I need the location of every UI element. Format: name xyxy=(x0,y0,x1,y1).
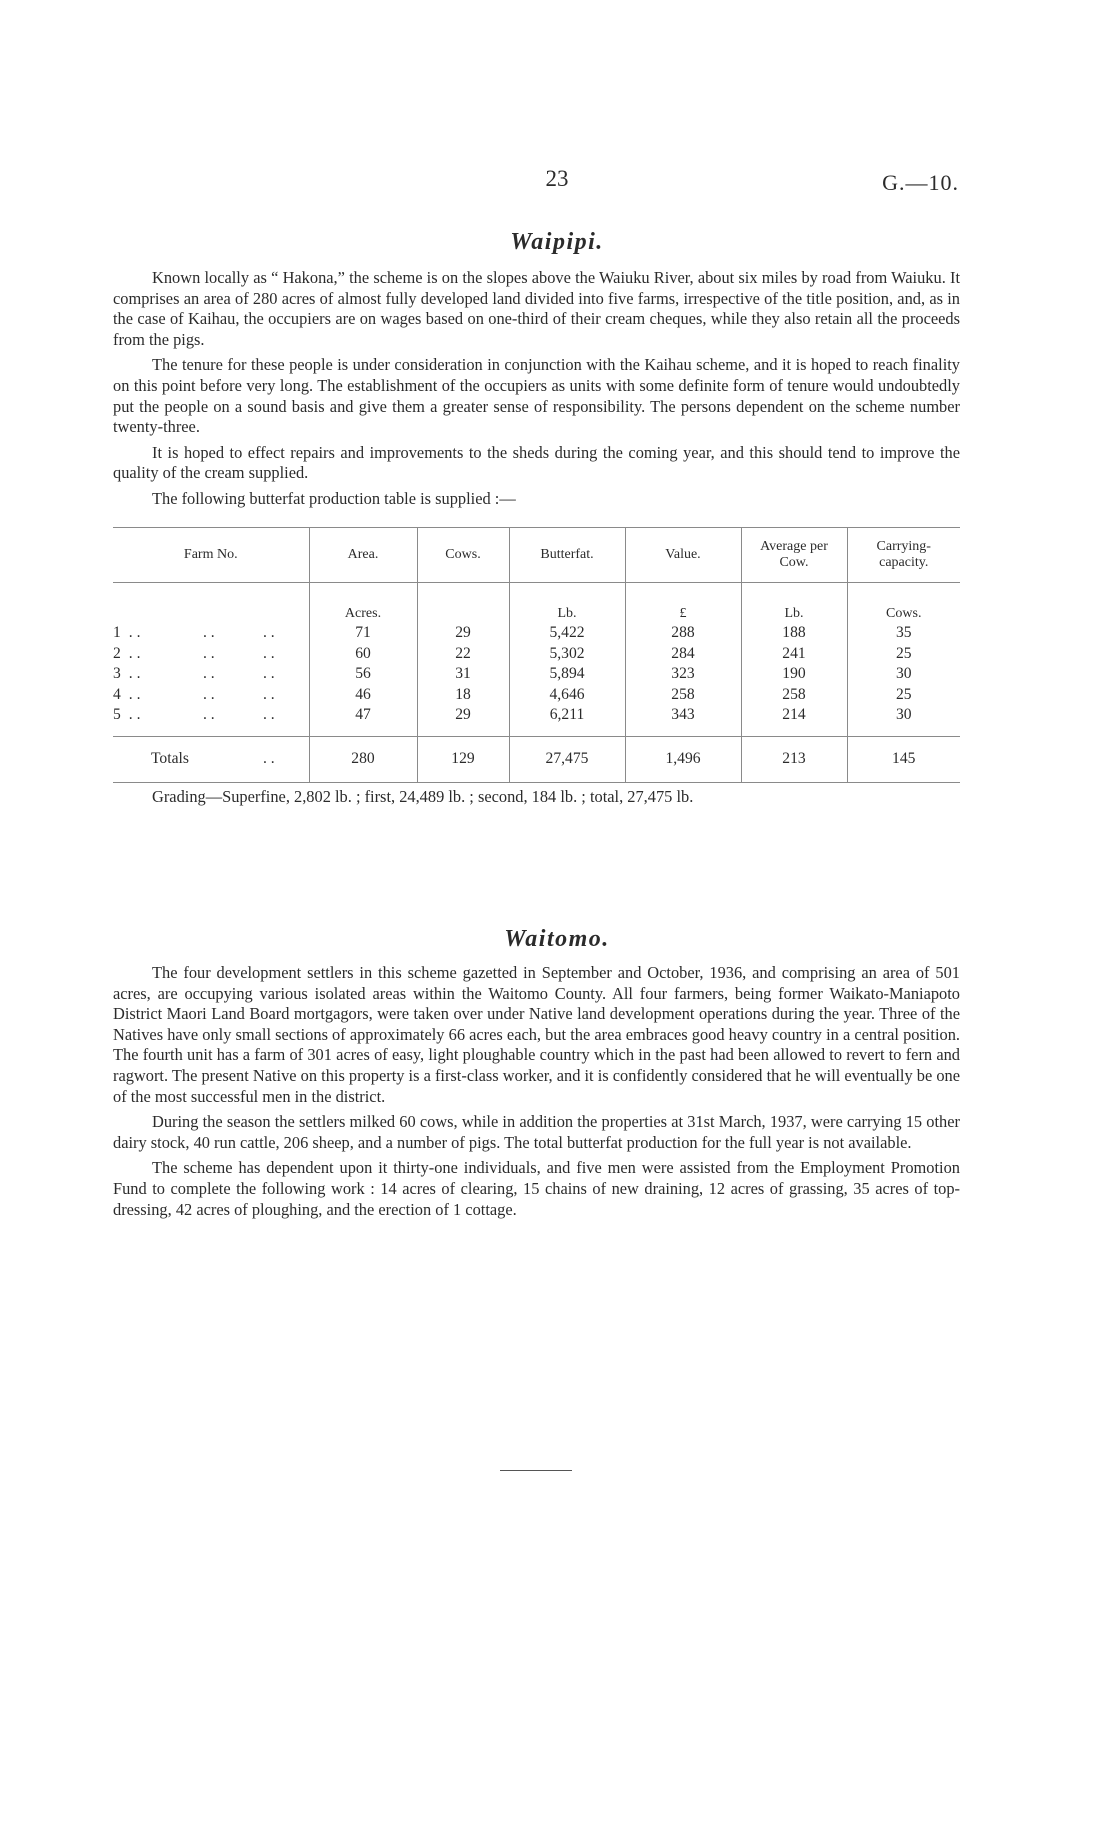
totals-cell: 280 xyxy=(309,736,417,782)
table-cell: 60 xyxy=(309,644,417,665)
farm-no-cell: 5 . . . . . . xyxy=(113,706,275,724)
table-cell: 46 xyxy=(309,685,417,706)
totals-cell: 213 xyxy=(741,736,847,782)
section-title-waitomo: Waitomo. xyxy=(504,926,610,952)
butterfat-table xyxy=(113,527,960,785)
farm-no: 5 xyxy=(113,706,121,724)
farm-no-cell: 4 . . . . . . xyxy=(113,685,275,703)
waitomo-text xyxy=(113,963,960,1225)
table-cell: 258 xyxy=(741,685,847,706)
totals-cell: 27,475 xyxy=(509,736,625,782)
totals-cell: 1,496 xyxy=(625,736,741,782)
table-bottom-rule xyxy=(113,782,960,785)
paragraph: It is hoped to effect repairs and improvements to the sheds during the coming year, and this should tend to improve the quality of the cream supplied. xyxy=(113,442,960,483)
table-header-row xyxy=(113,528,960,583)
table-cell: 30 xyxy=(847,664,960,685)
table-cell: 4,646 xyxy=(509,685,625,706)
page-reference: G.—10. xyxy=(882,170,959,195)
table-cell: 25 xyxy=(847,685,960,706)
table-row xyxy=(113,664,960,685)
grading-note: Grading—Superfine, 2,802 lb. ; first, 24,489 lb. ; second, 184 lb. ; total, 27,475 lb. xyxy=(152,787,694,806)
paragraph: During the season the settlers milked 60 cows, while in addition the properties at 31st March, 1937, were carrying 15 other dairy stock, 40 run cattle, 206 sheep, and a number of pigs. The total butterfat production for the full year is not available. xyxy=(113,1112,960,1152)
unit-cell: Acres. xyxy=(309,583,417,624)
unit-cell: Lb. xyxy=(741,583,847,624)
table-cell: 188 xyxy=(741,623,847,644)
header-cows: Cows. xyxy=(417,528,509,583)
table-cell: 18 xyxy=(417,685,509,706)
paragraph: Known locally as “ Hakona,” the scheme is on the slopes above the Waiuku River, about six miles by road from Waiuku. It comprises an area of 280 acres of almost fully developed land divided into five farms, irrespective of the title position, and, as in the case of Kaihau, the occupiers are on wages based on one-third of their cream cheques, while they also retain all the proceeds from the pigs. xyxy=(113,268,960,349)
table-cell: 241 xyxy=(741,644,847,665)
farm-no: 1 xyxy=(113,624,121,641)
table-totals-row xyxy=(113,736,960,782)
farm-no: 3 xyxy=(113,665,121,683)
unit-cell xyxy=(417,583,509,624)
waipipi-text xyxy=(113,268,960,515)
table-intro: The following butterfat production table is supplied :— xyxy=(152,488,516,508)
table-cell: 22 xyxy=(417,644,509,665)
table-cell: 29 xyxy=(417,623,509,644)
table-cell: 190 xyxy=(741,664,847,685)
paragraph: The tenure for these people is under consideration in conjunction with the Kaihau scheme, and it is hoped to reach finality on this point before very long. The establishment of the occupiers as units with some definite form of tenure would undoubtedly put the people on a sound basis and give them a greater sense of responsibility. The persons dependent on the scheme number twenty-three. xyxy=(113,355,960,437)
table-cell: 35 xyxy=(847,623,960,644)
table-cell: 6,211 xyxy=(509,705,625,736)
table-cell: 323 xyxy=(625,664,741,685)
paragraph: The four development settlers in this scheme gazetted in September and October, 1936, and comprising an area of 501 acres, are occupying various isolated areas within the Waitomo County. All four farmers, being former Waikato-Maniapoto District Maori Land Board mortgagors, were taken over under Native land development operations during the year. Three of the Natives have only small sections of approximately 66 acres each, but the area embraces good heavy country in a central position. The fourth unit has a farm of 301 acres of easy, light ploughable country which in the past had been allowed to revert to fern and ragwort. The present Native on this property is a first-class worker, and it is confidently considered that he will eventually be one of the most successful men in the district. xyxy=(113,963,961,1106)
table-cell: 288 xyxy=(625,623,741,644)
totals-label-cell: Totals . . xyxy=(113,736,309,782)
table-row xyxy=(113,644,960,665)
unit-cell: Lb. xyxy=(509,583,625,624)
table-cell: 258 xyxy=(625,685,741,706)
header-value: Value. xyxy=(625,528,741,583)
table-cell: 214 xyxy=(741,705,847,736)
farm-no-cell: 3 . . . . . . xyxy=(113,665,275,683)
table-cell: 71 xyxy=(309,623,417,644)
unit-cell: £ xyxy=(625,583,741,624)
table-cell: 29 xyxy=(417,705,509,736)
table-cell: 343 xyxy=(625,705,741,736)
farm-no: 4 xyxy=(113,685,121,703)
table-units-row xyxy=(113,583,960,624)
farm-no: 2 xyxy=(113,644,121,662)
table-row xyxy=(113,705,960,736)
farm-no-cell: 2 . . . . . . xyxy=(113,644,275,662)
page-number: 23 xyxy=(545,166,569,191)
table-row xyxy=(113,623,960,644)
header-farm-no: Farm No. xyxy=(183,547,238,562)
table-cell: 31 xyxy=(417,664,509,685)
table-cell: 5,894 xyxy=(509,664,625,685)
table-row xyxy=(113,685,960,706)
end-rule xyxy=(500,1470,572,1471)
table-cell: 56 xyxy=(309,664,417,685)
section-title-waipipi: Waipipi. xyxy=(510,229,604,255)
table-cell: 25 xyxy=(847,644,960,665)
unit-cell xyxy=(113,583,309,624)
table-cell: 5,302 xyxy=(509,644,625,665)
header-carrying-capacity: Carrying-capacity. xyxy=(847,528,960,583)
table-cell: 284 xyxy=(625,644,741,665)
table-cell: 5,422 xyxy=(509,623,625,644)
header-area: Area. xyxy=(309,528,417,583)
totals-label: Totals xyxy=(151,749,189,767)
paragraph: The scheme has dependent upon it thirty-one individuals, and five men were assisted from the Employment Promotion Fund to complete the following work : 14 acres of clearing, 15 chains of new draining, 12 acres of grassing, 35 acres of top-dressing, 42 acres of ploughing, and the erection of 1 cottage. xyxy=(113,1158,960,1219)
header-butterfat: Butterfat. xyxy=(509,528,625,583)
table-cell: 30 xyxy=(847,705,960,736)
totals-cell: 145 xyxy=(847,736,960,782)
table-cell: 47 xyxy=(309,705,417,736)
farm-no-cell: 1 . . . . . . xyxy=(113,624,275,641)
totals-cell: 129 xyxy=(417,736,509,782)
unit-cell: Cows. xyxy=(847,583,960,624)
header-average-per-cow: Average per Cow. xyxy=(741,528,847,583)
